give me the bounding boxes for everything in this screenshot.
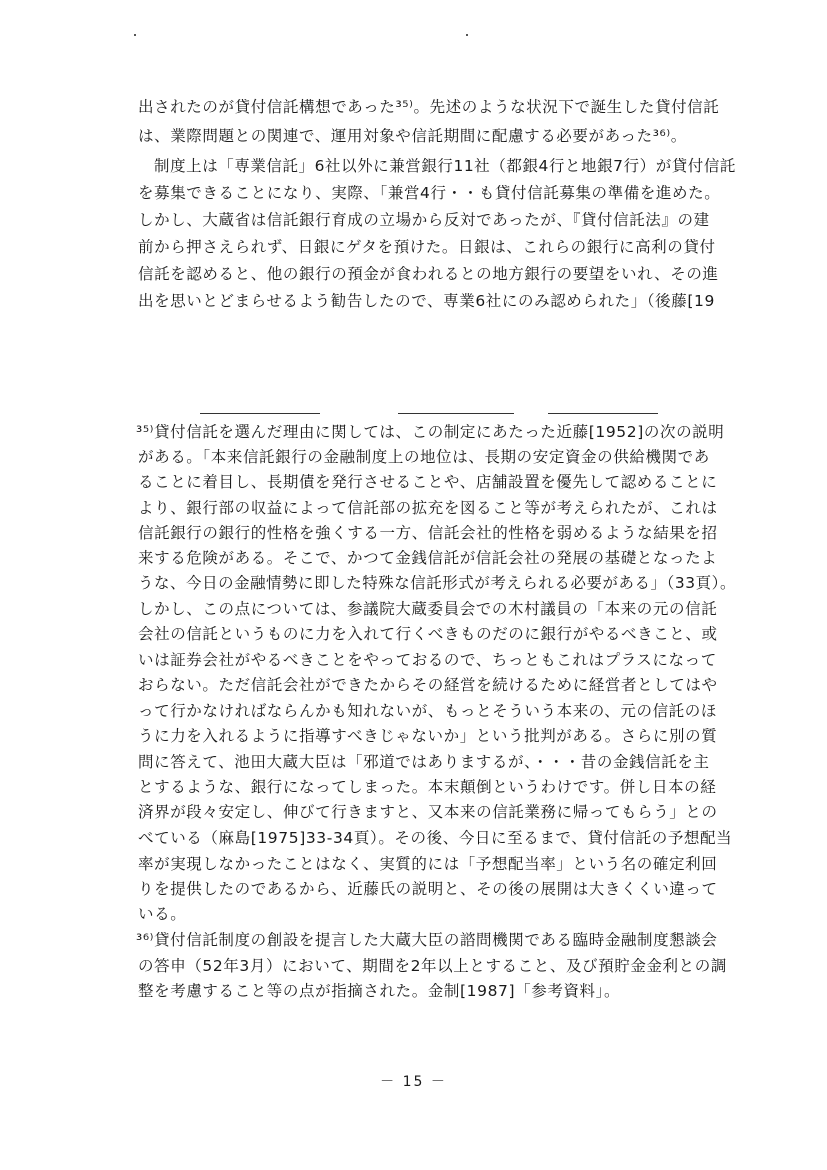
footnote-line: 整を考慮すること等の点が指摘された。金制[1987]「参考資料」。 [138, 982, 621, 1000]
footnote-line: ³⁵⁾貸付信託を選んだ理由に関しては、この制定にあたった近藤[1952]の次の説明 [136, 423, 725, 441]
body-line: 制度上は「専業信託」6社以外に兼営銀行11社（都銀4行と地銀7行）が貸付信託 [138, 157, 736, 175]
footnote-line: 率が実現しなかったことはなく、実質的には「予想配当率」という名の確定利回 [138, 855, 718, 873]
footnote-line: 信託銀行の銀行的性格を強くする一方、信託会社的性格を弱めるような結果を招 [138, 524, 718, 542]
body-line: 出を思いとどまらせるよう勧告したので、専業6社にのみ認められた」（後藤[19 [138, 292, 715, 310]
footnote-line: べている（麻島[1975]33-34頁）。その後、今日に至るまで、貸付信託の予想配当 [138, 829, 733, 847]
body-line: 前から押さえられず、日銀にゲタを預けた。日銀は、これらの銀行に高利の貸付 [138, 238, 716, 256]
footnote-line: 会社の信託というものに力を入れて行くべきものだのに銀行がやるべきこと、或 [138, 625, 718, 643]
footnote-line: いは証券会社がやるべきことをやっておるので、ちっともこれはプラスになって [138, 651, 717, 669]
footnote-line: とするような、銀行になってしまった。本末顛倒というわけです。併し日本の経 [138, 778, 717, 796]
footnote-line: 問に答えて、池田大蔵大臣は「邪道ではありまするが、・・・昔の金銭信託を主 [138, 753, 710, 771]
footnote-line: ³⁶⁾貸付信託制度の創設を提言した大蔵大臣の諮問機関である臨時金融制度懇談会 [136, 931, 718, 949]
body-line: 出されたのが貸付信託構想であった³⁵⁾。先述のような状況下で誕生した貸付信託 [138, 98, 720, 116]
footnote-line: って行かなければならんかも知れないが、もっとそういう本来の、元の信託のほ [138, 702, 717, 720]
footnote-line: おらない。ただ信託会社ができたからその経営を続けるために経営者としてはや [138, 676, 718, 694]
footnote-line: いる。 [138, 905, 187, 923]
page-number: － 15 － [380, 1074, 447, 1090]
footnote-line: 来する危険がある。そこで、かつて金銭信託が信託会社の発展の基礎となったよ [138, 549, 718, 567]
body-line: 信託を認めると、他の銀行の預金が食われるとの地方銀行の要望をいれ、その進 [138, 265, 719, 283]
footnote-line: がある。「本来信託銀行の金融制度上の地位は、長期の安定資金の供給機関であ [138, 448, 710, 466]
footnote-line: しかし、この点については、参議院大蔵委員会での木村議員の「本来の元の信託 [138, 600, 718, 618]
scan-speck [466, 34, 468, 36]
footnote-line: ることに着目し、長期債を発行させることや、店舗設置を優先して認めることに [138, 473, 718, 491]
body-line: を募集できることになり、実際、「兼営4行・・も貸付信託募集の準備を進めた。 [138, 184, 721, 202]
footnote-line: りを提供したのであるから、近藤氏の説明と、その後の展開は大きくくい違って [138, 880, 718, 898]
footnote-line: 済界が段々安定し、伸びて行きますと、又本来の信託業務に帰ってもらう」との [138, 803, 718, 821]
footnote-line: うな、今日の金融情勢に即した特殊な信託形式が考えられる必要がある」（33頁）。 [138, 574, 737, 592]
body-line: しかし、大蔵省は信託銀行育成の立場から反対であったが、『貸付信託法』の建 [138, 211, 710, 229]
scan-speck [134, 34, 136, 36]
footnote-line: の答申（52年3月）において、期間を2年以上とすること、及び預貯金金利との調 [138, 957, 727, 975]
footnote-line: より、銀行部の収益によって信託部の拡充を図ること等が考えられたが、これは [138, 499, 718, 517]
body-line: は、業際問題との関連で、運用対象や信託期間に配慮する必要があった³⁶⁾。 [138, 127, 687, 145]
footnote-line: うに力を入れるように指導すべきじゃないか」という批判がある。さらに別の質 [138, 727, 718, 745]
